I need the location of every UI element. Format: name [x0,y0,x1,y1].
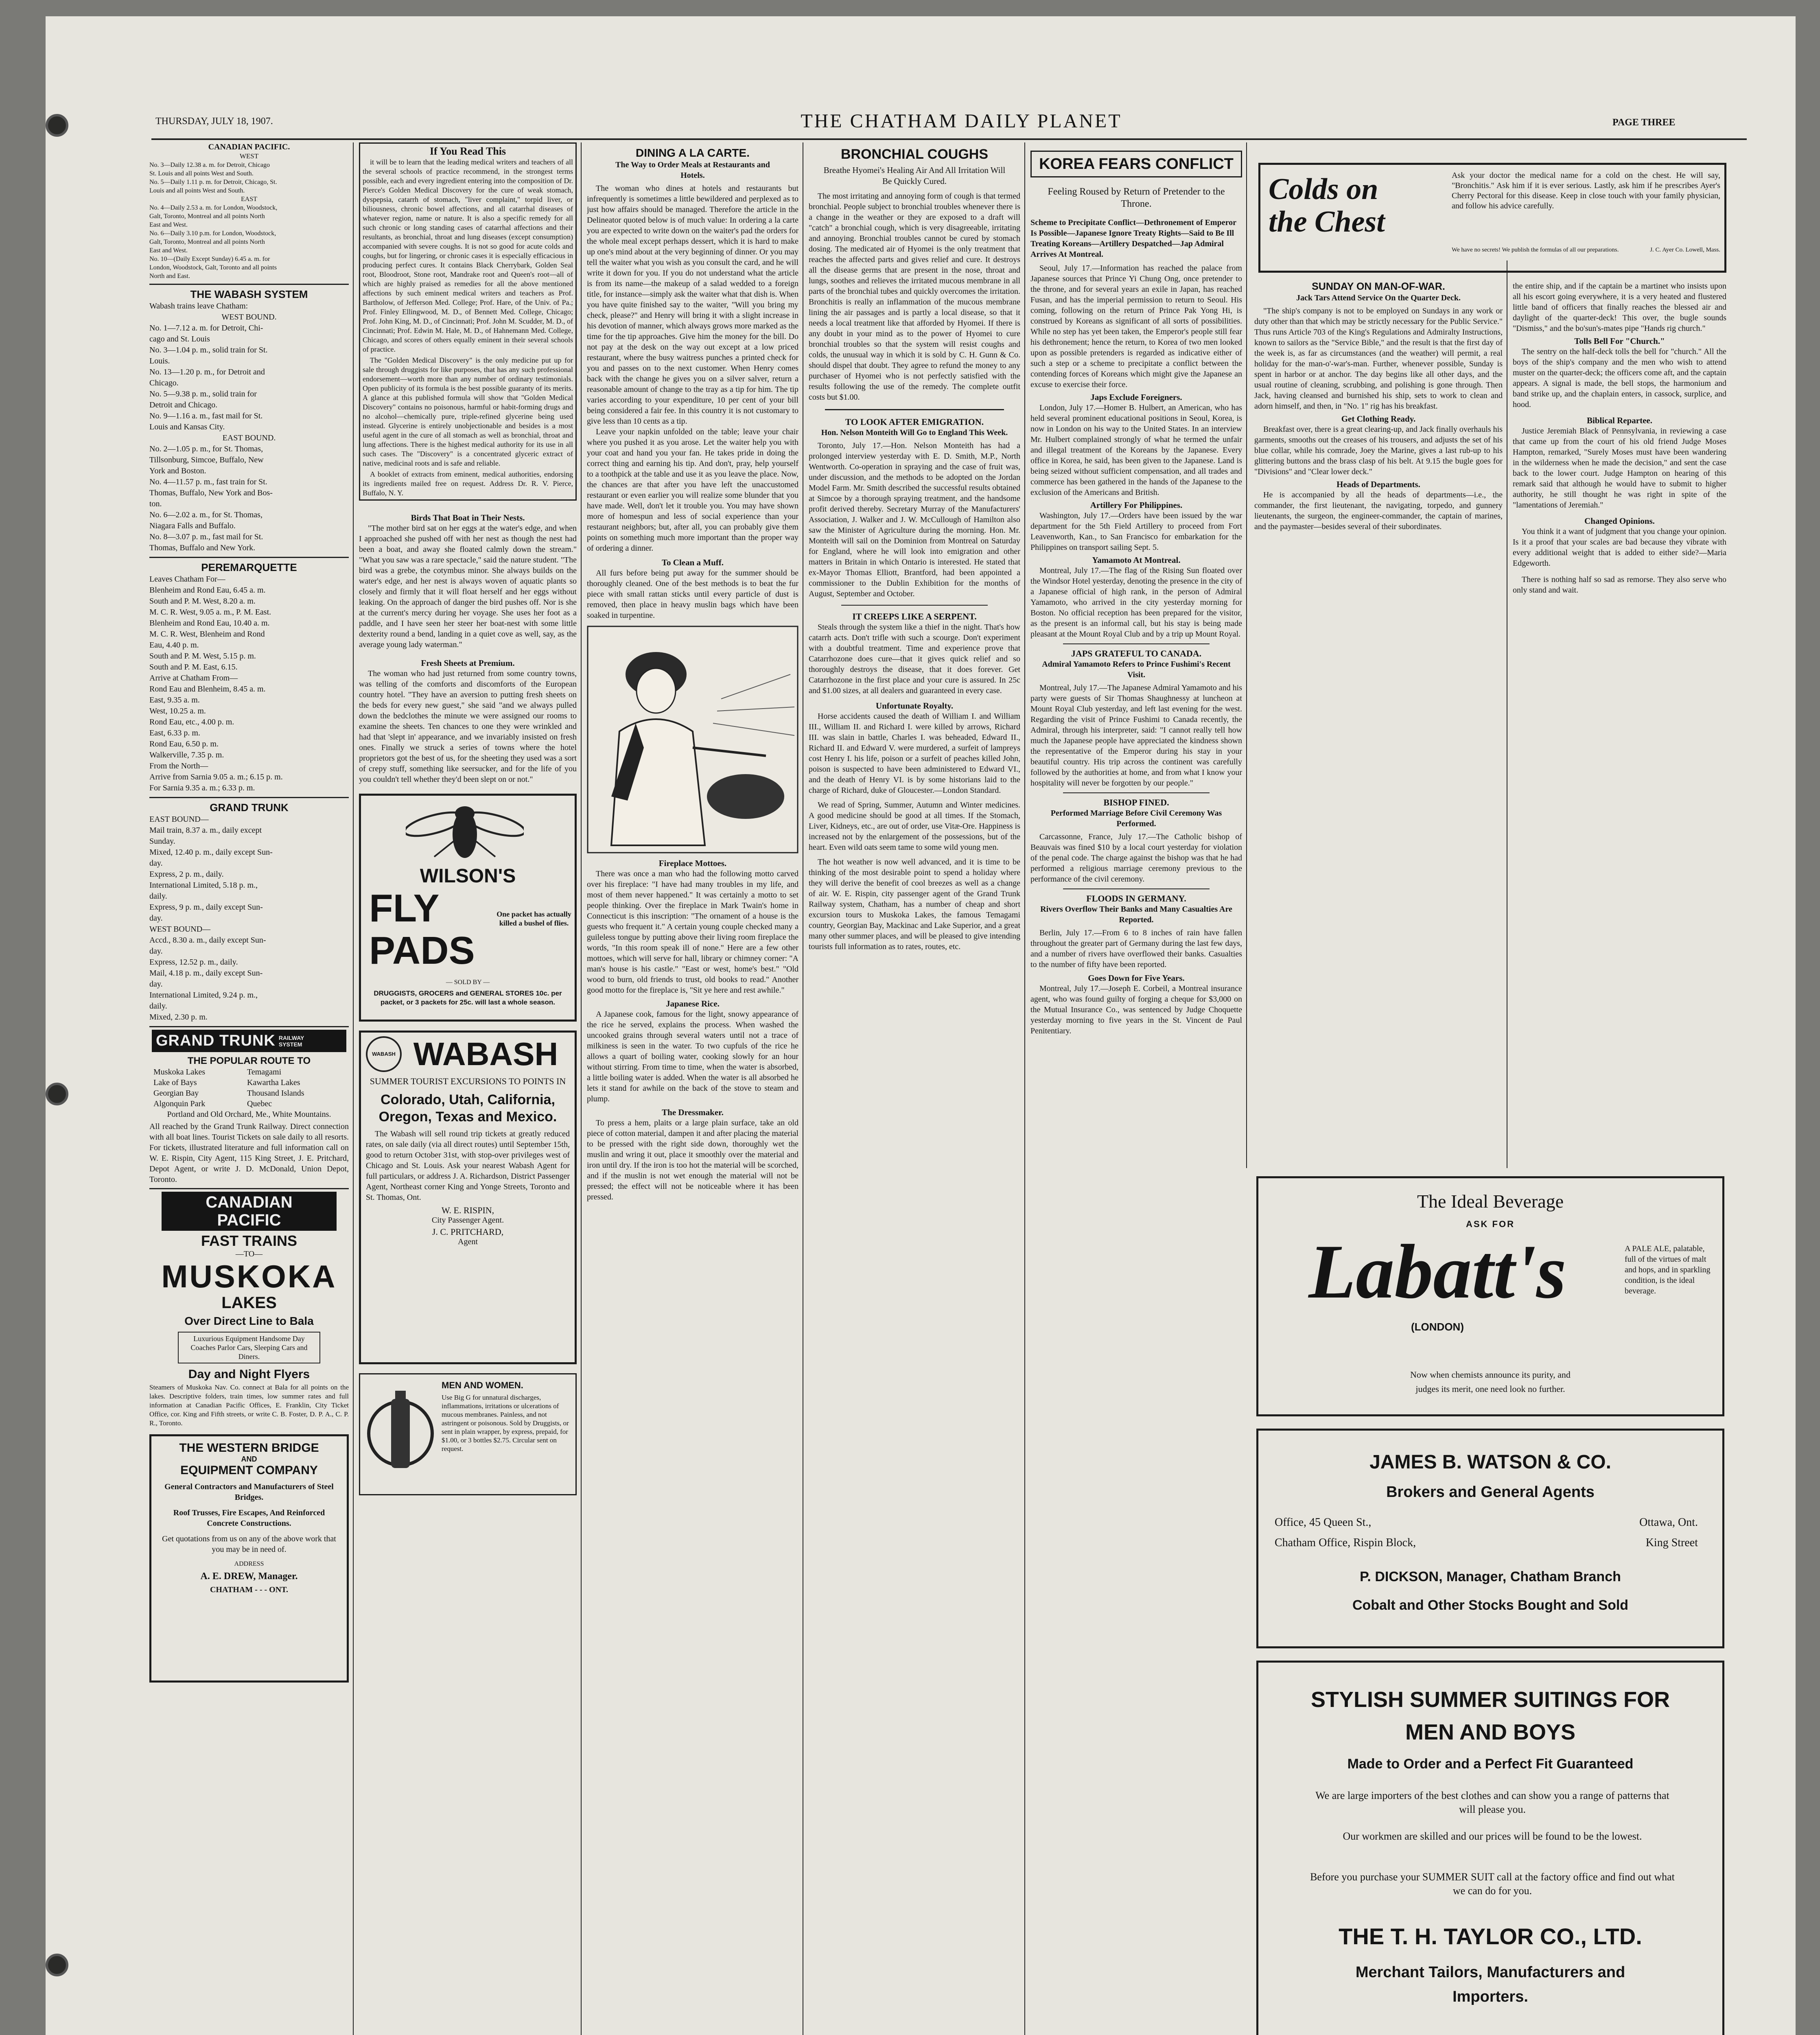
pierce-ad-heading: If You Read This [429,145,506,157]
masthead-rule [151,138,1747,140]
schedule-line: EAST [241,196,257,203]
destination: Georgian Bay [153,1089,199,1098]
article-heading: KOREA FEARS CONFLICT [1039,155,1234,173]
schedule-line: Mail train, 8.37 a. m., daily except [149,826,262,835]
newspaper-title: THE CHATHAM DAILY PLANET [801,110,1122,132]
schedule-line: No. 3—1.04 p. m., solid train for St. [149,346,268,354]
cpr-west: WEST [239,152,259,160]
schedule-line: ton. [149,499,162,508]
column-5 [1030,142,1242,2035]
sheets-text: The woman who had just returned from some country towns, was telling of the comforts and discomforts of the European country hotel. "They have an aversion to putting fresh sheets on the beds for every new guest," she said "and we always pulled down the bedclothes the minute we were assigned our rooms to examine the sheets. Ten chances to one they were wrinkled and had that 'slept in' appearance, and we invariably insisted on fresh ones. Finally we struck a series of towns where the hotel proprietors got the best of us, for the sheeting they used was a sort of crepy stuff, something like seersucker, and for the life of you you couldn't tell whether they'd been slept on or not." [359,669,577,784]
schedule-line: Mixed, 12.40 p. m., daily except Sun- [149,848,273,857]
schedule-line: Wabash trains leave Chatham: [149,302,248,311]
schedule-line: M. C. R. West, Blenheim and Rond [149,630,265,639]
schedule-line: WEST BOUND— [149,925,211,934]
colds-title [1269,173,1439,238]
cpr-schedule [149,161,349,280]
column-rule [1024,142,1025,2035]
fly-icon [406,800,524,861]
article-heading: DINING A LA CARTE. [636,147,750,159]
watson-stocks: Cobalt and Other Stocks Bought and Sold [1352,1597,1629,1613]
fly-pads-ad [359,794,577,1022]
schedule-line: Rond Eau, 6.50 p. m. [149,740,219,748]
royalty-heading: Unfortunate Royalty. [875,701,954,711]
wb-city: CHATHAM - - - ONT. [210,1585,288,1594]
newspaper-page [46,16,1796,2035]
pierce-ad-text: it will be to learn that the leading medical writers and teachers of all the several schools of practice recommend, in the strongest terms possible, each and every ingredient entering into the composition of Dr. Pierce's Golden Medical Discovery for the cure of weak stomach, dyspepsia, catarrh of stomach, "liver complaint," torpid liver, or biliousness, chronic bowel affections, and all catarrhal diseases of whatever region, name or nature. It is also a specific remedy for all such chronic or long standing cases of catarrhal affections and their resultants, as bronchial, throat and lung diseases (except consumption) accompanied with severe coughs. It is not so good for acute colds and coughs, but for lingering, or chronic cases it is especially efficacious in producing perfect cures. It contains Black Cherrybark, Golden Seal root, Bloodroot, Stone root, Mandrake root and Queen's root—all of which are highly praised as remedies for all the above mentioned affections by such eminent medical writers and teachers as Prof. Bartholow, of Jefferson Med. College; Prof. Hare, of the Univ. of Pa.; Prof. Finley Ellingwood, M. D., of Bennett Med. College, Chicago; Prof. John King, M. D., of Cincinnati; Prof. John M. Scudder, M. D., of Cincinnati; Prof. Edwin M. Hale, M. D., of Hahnemann Med. College, Chicago, and scores of others equally eminent in their several schools of practice. [363,158,573,353]
serpent-text: Steals through the system like a thief in the night. That's how catarrh acts. Don't trifle with such a scourge. Don't experiment with a doubtful treatment. Time and experience prove that Catarrhozone does cure—that it gives quick relief and so thoroughly destroys the disease, that it does forever. Get Catarrhozone in the first place and your cure is assured. In 25c and $1.00 sizes, at all dealers and guaranteed in every case. [809,623,1020,695]
schedule-line: No. 8—3.07 p. m., fast mail for St. [149,532,263,541]
dressmaker-heading: The Dressmaker. [662,1107,724,1117]
grand-trunk-logo-text: GRAND TRUNK [156,1032,276,1049]
column-rule [1246,142,1247,1168]
subhead: Biblical Repartee. [1587,416,1652,425]
destination: Kawartha Lakes [247,1078,300,1087]
birds-heading: Birds That Boat in Their Nests. [411,513,525,523]
wabash-ad-title: WABASH [413,1036,558,1072]
bottle-icon [366,1383,435,1484]
subhead: Artillery For Philippines. [1090,500,1183,510]
schedule-line: Leaves Chatham For— [149,575,225,584]
destination: Lake of Bays [153,1078,197,1087]
watson-title: JAMES B. WATSON & CO. [1369,1451,1611,1473]
fly-bottom: DRUGGISTS, GROCERS and GENERAL STORES 10c. per packet, or 3 packets for 25c. will last a whole season. [374,989,562,1006]
fly-sold-by: — SOLD BY — [446,979,490,986]
schedule-line: East, 9.35 a. m. [149,696,200,705]
pere-marquette-heading: PEREMARQUETTE [201,561,297,573]
schedule-line: Louis and all points West and South. [149,187,245,194]
schedule-line: For Sarnia 9.35 a. m.; 6.33 p. m. [149,783,255,792]
destination: Algonquin Park [153,1099,206,1108]
schedule-line: Arrive from Sarnia 9.05 a. m.; 6.15 p. m. [149,772,283,781]
grand-trunk-schedule [149,814,349,1023]
wabash-heading: THE WABASH SYSTEM [190,288,308,300]
wabash-logo-icon: WABASH [366,1036,402,1072]
schedule-line: EAST BOUND— [149,815,209,824]
colds-title-line: the Chest [1269,205,1385,239]
labatt-london: (LONDON) [1411,1321,1464,1333]
cp-logo-line: CANADIAN [206,1193,293,1211]
wabash-ad-header [366,1036,570,1072]
schedule-line: Mail, 4.18 p. m., daily except Sun- [149,969,263,978]
wabash-ad-text: The Wabash will sell round trip tickets at greatly reduced rates, on sale daily (via all direct routes) until September 15th, good to return October 31st, with stop-over privileges west of Chicago and St. Louis. Ask your nearest Wabash Agent for full particulars, or address J. A. Richardson, District Passenger Agent, Northeast corner King and Yonge Streets, Toronto and St. Thomas, Ont. [366,1129,570,1202]
column-4 [809,142,1020,2035]
taylor-trade: Merchant Tailors, Manufacturers and [1355,1964,1625,1981]
schedule-line: No. 6—2.02 a. m., for St. Thomas, [149,510,262,519]
colds-title-line: Colds on [1269,173,1378,206]
muff-heading: To Clean a Muff. [661,558,724,567]
schedule-line: No. 1—7.12 a. m. for Detroit, Chi- [149,324,263,333]
schedule-line: No. 5—9.38 p. m., solid train for [149,389,257,398]
subhead: Get Clothing Ready. [1341,414,1416,424]
grateful-subheading: Admiral Yamamoto Refers to Prince Fushimi's Recent Visit. [1042,660,1231,679]
schedule-line: West, 10.25 a. m. [149,707,206,716]
portland-line: Portland and Old Orchard, Me., White Mountains. [167,1110,331,1119]
schedule-line: Rond Eau and Blenheim, 8.45 a. m. [149,685,266,694]
schedule-line: International Limited, 9.24 p. m., [149,991,258,1000]
watson-manager: P. DICKSON, Manager, Chatham Branch [1360,1569,1621,1584]
taylor-title: STYLISH SUMMER SUITINGS FOR [1310,1687,1670,1712]
schedule-line: South and P. M. West, 5.15 p. m. [149,652,256,661]
schedule-line: Detroit and Chicago. [149,400,218,409]
wabash-agent: J. C. PRITCHARD, [432,1227,504,1237]
taylor-paragraph: We are large importers of the best clothes and can show you a range of patterns that will please you. [1315,1790,1669,1815]
article-subheading: Feeling Roused by Return of Pretender to the Throne. [1048,186,1225,209]
birds-text: "The mother bird sat on her eggs at the water's edge, and when I approached she pushed off with her nest as though the nest had been a boat, and away she floated calmly down the stream." "What you saw was a rare spectacle," said the nature student. "The bird was a grebe, the cotymbus minor. She always builds on the water's edge, and her nest is always woven of aquatic plants so closely and firmly that it will float herself and her eggs without leaking. On the approach of danger the bird pushes off. Nor is she at the current's mercy during her voyage. She uses her foot as a paddle, and I have seen her steer her boat-nest with some little dexterity round a bend, landing in a quiet cove as well, say, as the average young lady waterman." [359,524,577,649]
grateful-text: Montreal, July 17.—The Japanese Admiral Yamamoto and his party were guests of Sir Thomas Shaughnessy at luncheon at Mount Royal Club yesterday, and left last evening for the west. Regarding the visit of Prince Fushimi to Canada recently, the Admiral, through his interpreter, said: "I cannot really tell how much the Japanese people have appreciated the kindness shown the representative of the Emperor during his stay in your beautiful country. His trip across the continent was carefully followed by the authorities at home, and from what I know your hospitality will never be forgotten by our people." [1030,683,1242,788]
emigration-text: Toronto, July 17.—Hon. Nelson Monteith has had a prolonged interview yesterday with E. D. Smith, M.P., North Wentworth. Co-operation in spraying and the case of fruit was, under discussion, and the methods to be adopted on the Jordan Model Farm. Mr. Smith described the successful results obtained at Simcoe by a thorough spraying treatment, and the handsome profit derived thereby. Secretary Murray of the Manufacturers' Association, J. Walker and J. W. McCullough of Hamilton also saw the Minister of Agriculture during the morning. Hon. Mr. Monteith will sail on the Dominion from Montreal on Saturday for England, where he will look into emigration and other matters in Britain in which Ontario is interested. He stated that ex-Mayor Thomas Elliott, Brantford, had been appointed a commissioner to the Dublin Exhibition for the months of August, September and October. [809,441,1020,598]
wb-address: ADDRESS [234,1560,264,1567]
labatt-bottom: Now when chemists announce its purity, and [1410,1370,1571,1380]
motto-heading: Fireplace Mottoes. [658,858,727,868]
schedule-line: No. 10—(Daily Except Sunday) 6.45 a. m. for [149,256,270,263]
schedule-line: Louis. [149,357,170,365]
cp-ad-text: Steamers of Muskoka Nav. Co. connect at Bala for all points on the lakes. Descriptive folders, train times, low summer rates and full information at Canadian Pacific Offices, E. Franklin, City Ticket Office, cor. King and Fifth streets, or write C. B. Foster, D. P. A., C. P. R., Toronto. [149,1383,349,1427]
grand-trunk-ad-text: All reached by the Grand Trunk Railway. Direct connection with all boat lines. Tourist Tickets on sale daily to all resorts. For tickets, illustrated literature and full information call on W. E. Rispin, City Agent, 115 King Street, J. E. Pritchard, Depot Agent, or write J. D. McDonald, Union Depot, Toronto. [149,1122,349,1184]
labatt-ad [1256,1176,1724,1416]
issue-date: THURSDAY, JULY 18, 1907. [155,116,273,127]
destinations [149,1067,349,1109]
colds-text: Ask your doctor the medical name for a cold on the chest. He will say, "Bronchitis." Ask him if it is ever serious. Lastly, ask him if he prescribes Ayer's Cherry Pectoral for this disease. Keep in close touch with your family physician, and follow his advice carefully. [1452,171,1720,210]
goes-down-text: Montreal, July 17.—Joseph E. Corbeil, a Montreal insurance agent, who was found guilty of forging a cheque for $3,000 on the Mutual Insurance Co., was sentenced by Judge Choquette yesterday morning to five years in the St. Vincent de Paul Penitentiary. [1030,984,1242,1035]
schedule-line: Walkerville, 7.35 p. m. [149,751,224,759]
subhead: Tolls Bell For "Church." [1574,336,1665,346]
article-subheading: The Way to Order Meals at Restaurants and Hotels. [615,160,770,180]
wb-sub: General Contractors and Manufacturers of Steel Bridges. [164,1482,334,1502]
big-g-text: Use Big G for unnatural discharges, inflammations, irritations or ulcerations of mucous membranes. Painless, and not astringent or poisonous. Sold by Druggists, or sent in plain wrapper, by express, prepaid, for $1.00, or 3 bottles $2.75. Circular sent on request. [442,1394,569,1453]
wb-and: AND [241,1455,257,1463]
watson-sub: Brokers and General Agents [1386,1484,1595,1501]
sunday-text: "The ship's company is not to be employed on Sundays in any work or duty other than that which may be strictly necessary for the Public Service." Thus runs Article 703 of the King's Regulations and Admiralty Instructions, known to sailors as the "Service Bible," and the result is that the first day of the week is, as far as circumstances (and the weather) will permit, a real holiday for the man-o'-war's-man. Further, whenever possible, Sunday is spent in harbor or at anchor. The day begins like all other days, and the usual routine of cleaning, scrubbing, and polishing is gone through. Then Jack, having cleansed and burnished his ship, sets to work to clean and adorn himself, and then, in "No. 1" rig has his breakfast. [1254,306,1503,411]
column-1 [149,142,349,2035]
schedule-line: No. 13—1.20 p. m., for Detroit and [149,368,265,376]
schedule-line: EAST BOUND. [222,433,276,442]
wb-title: THE WESTERN BRIDGE [179,1441,319,1455]
labatt-side: A PALE ALE, palatable, full of the virtues of malt and hops, and in sparkling condition, is the ideal beverage. [1625,1244,1711,1295]
schedule-line: Blenheim and Rond Eau, 6.45 a. m. [149,586,266,595]
wb-title: EQUIPMENT COMPANY [180,1464,318,1477]
pierce-ad-text: A booklet of extracts from eminent, medical authorities, endorsing its ingredients mailed free on request. Address Dr. R. V. Pierce, Buffalo, N. Y. [363,470,573,497]
sunday-heading: SUNDAY ON MAN-OF-WAR. [1312,281,1445,292]
schedule-line: York and Boston. [149,466,206,475]
royalty-text: Horse accidents caused the death of William I. and William III., William II. and Richard I. were killed by arrows, Richard III. was slain in battle, Charles I. was beheaded, Edward II., Richard II. and Edward V. were murdered, a surfeit of lampreys cost Henry I. his life, poison or a surfeit of peaches killed John, poison is suspected to have been administered to Edward VI., and the death of Henry VI. is by some historians laid to the charge of Richard, duke of Gloucester.—London Standard. [809,712,1020,795]
biblical-text: Justice Jeremiah Black of Pennsylvania, in reviewing a case that came up from the court of his old friend Judge Moses Hampton, remarked, "Surely Moses must have been wandering in the wilderness when he made the decision," and sent the case back to the lower court. Judge Hampton on hearing of this remark said that although he would have to submit to higher authority, he still thought he was right in spite of the "lamentations of Jeremiah." [1513,427,1726,510]
grateful-heading: JAPS GRATEFUL TO CANADA. [1071,648,1202,659]
heads-text: He is accompanied by all the heads of departments—i.e., the commander, the first lieutenant, the navigating, torpedo, and gunnery lieutenants, the surgeon, the engineer-commander, the captain of marines, and the paymaster—besides several of their subordinates. [1254,490,1503,531]
rice-text: A Japanese cook, famous for the light, snowy appearance of the rice he served, explains the process. When washed the uncooked grains through several waters until not a trace of milkiness is seen in the water. To two cupfuls of the rice he allows a quart of boiling water, cooking slowly for an hour without stirring. From time to time, when the water is absorbed, a little boiling water is added. When the water is all absorbed he lets it stand for awhile on the back of the stove to steam and plump. [587,1010,798,1103]
schedule-line: day. [149,859,163,868]
wabash-ad-states: Colorado, Utah, California, Oregon, Texas and Mexico. [378,1092,557,1125]
floods-text: Berlin, July 17.—From 6 to 8 inches of rain have fallen throughout the greater part of Germany during the last few days, and a number of rivers have overflowed their banks. Casualties to the number of fifty have been reported. [1030,928,1242,969]
fly-brand: WILSON'S [420,865,516,887]
schedule-line: Blenheim and Rond Eau, 10.40 a. m. [149,619,270,628]
labatt-bottom: judges its merit, one need look no further. [1415,1384,1565,1394]
schedule-line: day. [149,914,163,923]
schedule-line: Arrive at Chatham From— [149,674,238,683]
canadian-pacific-logo [162,1192,337,1231]
subhead: Heads of Departments. [1337,479,1420,489]
fly-side-text: One packet has actually killed a bushel of flies. [497,910,571,927]
labatt-ask: ASK FOR [1466,1219,1515,1229]
schedule-line: Express, 2 p. m., daily. [149,870,224,879]
wabash-schedule [149,301,349,554]
schedule-line: Mixed, 2.30 p. m. [149,1013,208,1022]
woman-ironing-illustration [587,626,798,853]
labatt-brand: Labatt's [1308,1229,1566,1315]
column-rule [581,142,582,2035]
schedule-line: No. 3—Daily 12.38 a. m. for Detroit, Chicago [149,162,270,168]
article-heading: BRONCHIAL COUGHS [840,147,989,162]
grand-trunk-logo-small: RAILWAY SYSTEM [278,1034,304,1048]
taylor-name: THE T. H. TAYLOR CO., LTD. [1339,1923,1642,1949]
schedule-line: Sunday. [149,837,175,846]
bishop-heading: BISHOP FINED. [1103,797,1169,807]
schedule-line: No. 5—Daily 1.11 p. m. for Detroit, Chicago, St. [149,179,277,186]
schedule-line: South and P. M. West, 8.20 a. m. [149,597,256,606]
schedule-line: M. C. R. West, 9.05 a. m., P. M. East. [149,608,271,617]
floods-subheading: Rivers Overflow Their Banks and Many Casualties Are Reported. [1040,905,1232,924]
column-3 [587,142,798,2035]
wabash-agent-title: City Passenger Agent. [431,1216,504,1225]
watson-office: Ottawa, Ont. [1639,1516,1698,1529]
wabash-agent-title: Agent [458,1237,478,1246]
grand-trunk-heading: GRAND TRUNK [210,801,289,814]
japs-exclude-text: London, July 17.—Homer B. Hulbert, an American, who has held several prominent educational positions in Seoul, Korea, is now in London on his way to the United States. In an interview Mr. Hulbert complained strongly of what he termed the unfair and illegal treatment of the Koreans by the Japanese. Every office in Korea, he said, has been given to the Japanese. Land is being seized without sufficient compensation, and all trades and commerce has been gathered in the hands of the Japanese to the exclusion of the Americans and British. [1030,403,1242,497]
grand-trunk-logo [152,1030,346,1052]
pierce-ad-text: The "Golden Medical Discovery" is the only medicine put up for sale through druggists for like purposes, that has any such professional endorsement—worth more than any number of ordinary testimonials. Open publicity of its formula is the best possible guaranty of its merits. A glance at this published formula will show that "Golden Medical Discovery" contains no poisonous, harmful or habit-forming drugs and no alcohol—chemically pure, triple-refined glycerine being used instead. Glycerine is entirely unobjectionable and besides is a most useful agent in the cure of all stomach as well as bronchial, throat and lung affections. There is the highest medical authority for its use in all such cases. The "Discovery" is a concentrated glyceric extract of native, medicinal roots and is safe and reliable. [363,356,573,467]
dining-text: The woman who dines at hotels and restaurants but infrequently is sometimes a little bewildered and perplexed as to just how affairs should be managed. Therefore the article in the Delineator quoted below is of much value: In ordering a la carte you are expected to write down on the waiter's pad the orders for the whole meal except perhaps dessert, which it is hard to make up one's mind about at the very beginning of dinner. Or you may tell the waiter what you wish as you consult the card, and he will write it down for you. If you do not understand what the article is from its name—the makeup of a salad wedded to a foreign title, for instance—simply ask the waiter what that dish is. When you have quite finished say to the waiter, "Will you bring my check, please?" and Henry will bring it with a slight increase in his devotion of manner, which always grows more marked as the time for the tip approaches. Give him the money for the bill. Do not pay at the desk on the way out except at a low priced restaurant, where the busy waitress punches a printed check for you and passes on to the next customer. When Henry comes back with the change he gives you on a silver salver, return a reasonable amount of change to the tray as a tip for him. The tip varies according to your expenditure, 10 per cent of your bill being considered a fair fee. In this country it is not customary to give less than 10 cents as a tip. [587,184,798,426]
schedule-line: Express, 9 p. m., daily except Sun- [149,903,263,912]
bell-text: The sentry on the half-deck tolls the bell for "church." All the boys of the ship's company and the men who wish to attend muster on the quarter-deck; the officers come aft, and the captain appears. A signal is made, the bell stops, the harmonium and band strike up, and the chaplain enters, in cassock, surplice, and hood. [1513,347,1726,409]
schedule-line: Niagara Falls and Buffalo. [149,521,236,530]
spring-text: We read of Spring, Summer, Autumn and Winter medicines. A good medicine should be good at all times. If the Stomach, Liver, Kidneys, etc., are out of order, use Vitæ-Ore. Happiness is increased not by the enlargement of the possessions, but of the heart. Even wild oats seem tame to some wild young men. [809,801,1020,852]
wabash-ad [359,1031,577,1364]
floods-heading: FLOODS IN GERMANY. [1086,893,1186,904]
opinions-text: You think it a want of judgment that you change your opinion. Is it a proof that your scales are bad because they vibrate with every additional weight that is added to either side?—Maria Edgeworth. [1513,527,1726,568]
watson-ad [1256,1429,1724,1648]
emigration-heading: TO LOOK AFTER EMIGRATION. [845,417,984,427]
schedule-line: East and West. [149,221,188,228]
schedule-line: WEST BOUND. [221,313,277,322]
schedule-line: No. 4—Daily 2.53 a. m. for London, Woodstock, [149,204,278,211]
schedule-line: Thomas, Buffalo and New York. [149,543,256,552]
schedule-line: Tillsonburg, Simcoe, Buffalo, New [149,455,264,464]
destination: Quebec [247,1099,272,1108]
schedule-line: Eau, 4.40 p. m. [149,641,199,650]
labatt-title: The Ideal Beverage [1417,1191,1564,1212]
bronchial-text: The most irritating and annoying form of cough is that termed bronchial. People subject to bronchial troubles whenever there is a change in the weather or they are exposed to a draft will "catch" a bronchial cough, which is very disagreeable, irritating and annoying. Bronchial troubles cannot be cured by stomach dosing. The medicated air of Hyomei is the only treatment that reaches the affected parts and gives relief and cure. It destroys all the disease germs that are present in the nose, throat and lungs, soothes and relieves the irritated mucous membrane in all parts of the bronchial tubes and quickly overcomes the irritation. Bronchitis is really an inflammation of the mucous membrane lining the air passages and is partly a local disease, so that it needs a local treatment like that afforded by Hyomei. If there is any doubt in your mind as to the power of Hyomei to cure bronchial troubles so that the system will resist coughs and colds, the unusual way in which it is sold by C. H. Gunn & Co. should dispel that doubt. They agree to refund the money to any purchaser of Hyomei who is not perfectly satisfied with the results following the use of the remedy. The complete outfit costs but $1.00. [809,192,1020,402]
watson-office: Chatham Office, Rispin Block, [1275,1536,1416,1549]
taylor-title: MEN AND BOYS [1405,1720,1576,1744]
binding-hole [46,1954,68,1976]
fly-title: FLY PADS [369,886,475,972]
serpent-heading: IT CREEPS LIKE A SERPENT. [852,611,977,621]
church-text: the entire ship, and if the captain be a martinet who insists upon all his escort going everywhere, it is a very heated and flustered little band of officers that finally reaches the blessed air and daylight of the quarter-deck! This over, the bugle sounds "Dismiss," and the bo'sun's-mates pipe "Hands rig church." [1513,282,1726,333]
hot-weather-text: The hot weather is now well advanced, and it is time to be thinking of the most desirable point to spend a holiday where they will derive the benefit of cool breezes as well as a change of air. W. E. Rispin, city passenger agent of the Grand Trunk Railway system, Chatham, has a number of cheap and short excursion tours to Muskoka Lakes, the famous Temagami country, Georgian Bay, Mackinac and Lake Superior, and a great many other summer places, and will be pleased to give intending tourists full information as to rates, routes, etc. [809,858,1020,951]
column-6a [1254,281,1503,1160]
muff-text: All furs before being put away for the summer should be thoroughly cleaned. One of the best methods is to beat the fur piece with small rattan sticks until every particle of dust is removed, then place in heavy muslin bags which have been soaked in turpentine. [587,569,798,620]
dressmaker-text: To press a hem, plaits or a large plain surface, take an old piece of cotton material, dampen it and after placing the material to be pressed with the right side down, thoroughly wet the muslin and wring it out, place it smoothly over the material and iron until dry. If the iron is too hot the material will be scorched, and if the muslin is not wet enough the material will not be pressed; the effect will not be noticeable where it has been pressed. [587,1118,798,1201]
schedule-line: No. 4—11.57 p. m., fast train for St. [149,477,267,486]
schedule-line: Galt, Toronto, Montreal and all points North [149,213,265,220]
subhead: Changed Opinions. [1584,516,1655,526]
destination: Muskoka Lakes [153,1068,206,1077]
bishop-text: Carcassonne, France, July 17.—The Catholic bishop of Beauvais was fined $10 by a local court yesterday for violation of the penal code. The charge against the bishop was that he had performed a religious marriage ceremony previous to the performance of the civil ceremony. [1030,832,1242,884]
schedule-line: Louis and Kansas City. [149,422,225,431]
wabash-agent: W. E. RISPIN, [441,1205,494,1215]
schedule-line: Accd., 8.30 a. m., daily except Sun- [149,936,266,945]
sunday-subheading: Jack Tars Attend Service On the Quarter Deck. [1296,293,1461,302]
big-g-heading: MEN AND WOMEN. [442,1380,523,1390]
subhead: Yamamoto At Montreal. [1092,555,1181,565]
cp-to: —TO— [235,1249,263,1258]
colds-note: We have no secrets! We publish the formulas of all our preparations. [1452,247,1619,253]
schedule-line: East and West. [149,247,188,254]
schedule-line: No. 6—Daily 3.10 p.m. for London, Woodstock, [149,230,276,237]
cp-muskoka: MUSKOKA [161,1258,337,1294]
schedule-line: No. 9—1.16 a. m., fast mail for St. [149,411,263,420]
schedule-line: Rond Eau, etc., 4.00 p. m. [149,718,234,726]
schedule-line: day. [149,947,163,956]
colds-maker: J. C. Ayer Co. Lowell, Mass. [1650,247,1720,253]
cp-day-night-flyers: Day and Night Flyers [188,1368,310,1381]
artillery-text: Washington, July 17.—Orders have been issued by the war department for the 5th Field Artillery to proceed from Fort Leavenworth, Kan., to San Francisco for embarkation for the Philippines on transport sailing Sept. 5. [1030,511,1242,552]
destination: Temagami [247,1068,282,1077]
korea-text: Seoul, July 17.—Information has reached the palace from Japanese sources that Prince Yi Chung Ong, once pretender to the throne, and for several years an exile in Japan, has reached Fusan, and has the imperial permission to return to Seoul. His coming, following on the return of Prince Pak Yong Hi, is construed by Koreans as significant of all sorts of possibilities. While no step has yet been taken, the Emperor's people still fear his dethronement; hence the return, to Korea of two men looked upon as possible pretenders is regarded as indicative either of such a step or a scheme to precipitate a conflict between the contending forces of Koreans which might give the Japanese an excuse to exercise their force. [1030,264,1242,389]
column-2 [359,142,577,2035]
cp-luxurious: Luxurious Equipment Handsome Day Coaches Parlor Cars, Sleeping Cars and Diners. [178,1332,320,1363]
schedule-line: Chicago. [149,379,179,387]
wb-manager: A. E. DREW, Manager. [200,1571,298,1582]
schedule-line: South and P. M. East, 6.15. [149,663,238,672]
schedule-line: daily. [149,892,167,901]
rice-heading: Japanese Rice. [666,999,720,1009]
article-subheading: Breathe Hyomei's Healing Air And All Irritation Will Be Quickly Cured. [823,165,1006,186]
watson-office: King Street [1645,1536,1698,1549]
wb-roof: Roof Trusses, Fire Escapes, And Reinforced Concrete Constructions. [173,1508,325,1528]
binding-hole [46,1083,68,1105]
wb-text: Get quotations from us on any of the above work that you may be in need of. [162,1534,336,1554]
schedule-line: Express, 12.52 p. m., daily. [149,958,238,967]
schedule-line: St. Louis and all points West and South. [149,170,254,177]
schedule-line: Galt, Toronto, Montreal and all points North [149,239,265,245]
taylor-paragraph: Before you purchase your SUMMER SUIT call at the factory office and find out what we can do for you. [1310,1871,1675,1897]
big-g-ad [359,1373,577,1495]
schedule-line: daily. [149,1002,167,1011]
motto-text: There was once a man who had the following motto carved over his fireplace: "I have had many troubles in my life, and most of them never happened." It was certainly a motto to set people thinking. Over the fireplace in Mark Twain's home in Connecticut is this inscription: "The ornament of a house is the guests who frequent it." A certain young couple checked many a guileless tongue by putting above their living room fireplace the words, "In this room speak ill of none." Here are a few other mottoes, which will serve for hall, library or chimney corner: "A man's house is his castle." "East or west, home's best." "Old wood to burn, old friends to trust, old books to read." Another good motto for the fireplace is, "Sit ye here and rest awhile." [587,869,798,995]
subhead: Goes Down for Five Years. [1088,973,1185,983]
cp-lakes: LAKES [221,1294,277,1312]
bishop-subheading: Performed Marriage Before Civil Ceremony Was Performed. [1050,809,1222,828]
schedule-line: From the North— [149,761,208,770]
column-rule [353,142,354,2035]
clothing-text: Breakfast over, there is a great clearing-up, and Jack finally overhauls his garments, smooths out the creases of his trousers, and adjusts the set of his blue collar, while his comrade, Joey the Marine, gives a last rub-up to his glittering buttons and the brass clasp of his belt. At 9.15 the bugle goes for "Divisions" and "Clear lower deck." [1254,425,1503,476]
taylor-trade: Importers. [1452,1988,1528,2005]
schedule-line: No. 2—1.05 p. m., for St. Thomas, [149,444,263,453]
schedule-line: cago and St. Louis [149,335,210,344]
cp-fast-trains: FAST TRAINS [201,1232,297,1249]
sheets-heading: Fresh Sheets at Premium. [421,658,515,668]
watson-office: Office, 45 Queen St., [1275,1516,1372,1529]
remorse-text: There is nothing half so sad as remorse. They also serve who only stand and wait. [1513,575,1726,595]
popular-route: THE POPULAR ROUTE TO [187,1055,311,1066]
taylor-paragraph: Our workmen are skilled and our prices will be found to be the lowest. [1343,1830,1642,1842]
column-6b [1513,281,1726,1160]
korea-headline-box [1030,151,1242,177]
cpr-heading: CANADIAN PACIFIC. [208,142,290,151]
schedule-line: London, Woodstock, Galt, Toronto and all points [149,264,277,271]
pere-marquette-schedule [149,574,349,794]
article-deck: Scheme to Precipitate Conflict—Dethronement of Emperor Is Possible—Japanese Ignore Treaty Rights—Said to Be Ill Treating Koreans—Artillery Despatched—Jap Admiral Arrives At Montreal. [1030,218,1236,259]
taylor-sub: Made to Order and a Perfect Fit Guaranteed [1347,1756,1634,1772]
cp-logo-line: PACIFIC [217,1211,281,1229]
schedule-line: day. [149,980,163,989]
schedule-line: North and East. [149,273,190,280]
schedule-line: Thomas, Buffalo, New York and Bos- [149,488,273,497]
wabash-ad-summer: SUMMER TOURIST EXCURSIONS TO POINTS IN [370,1076,566,1086]
western-bridge-ad [149,1434,349,1683]
yamamoto-text: Montreal, July 17.—The flag of the Rising Sun floated over the Windsor Hotel yesterday, denoting the presence in the city of a Japanese official of high rank, in the person of Admiral Yamamoto, who arrived in the city yesterday morning for Boston. No official reception has been prepared for the visitor, as the present is an informal call, but his stay is being made pleasant at the Mount Royal Club and by a trip up Mount Royal. [1030,566,1242,639]
schedule-line: International Limited, 5.18 p. m., [149,881,258,890]
page-number: PAGE THREE [1612,117,1676,128]
pierce-ad [359,142,577,501]
emigration-subheading: Hon. Nelson Monteith Will Go to England This Week. [821,428,1008,437]
binding-hole [46,114,68,137]
subhead: Japs Exclude Foreigners. [1090,392,1182,402]
destination: Thousand Islands [247,1089,304,1098]
taylor-ad [1256,1661,1724,2035]
dining-text: Leave your napkin unfolded on the table; leave your chair where you pushed it as you arose. Let the waiter help you with your coat and hand you your fan. He takes pride in doing the correct thing and earning his tip. And don't, pray, help yourself to a toothpick at the table and use it as you leave the place. Now, the chances are that after you have left the unaccustomed restaurant or even earlier you will realize some blunder that you have made. Well, don't let it trouble you. You may have shown more of homespun and less of social experience than your restaurant neighbors; but, after all, you can probably give them points on something much more important than the proper way of ordering a dinner. [587,427,798,553]
ayer-colds-ad [1258,163,1726,273]
cp-direct: Over Direct Line to Bala [184,1315,314,1327]
schedule-line: East, 6.33 p. m. [149,729,200,737]
